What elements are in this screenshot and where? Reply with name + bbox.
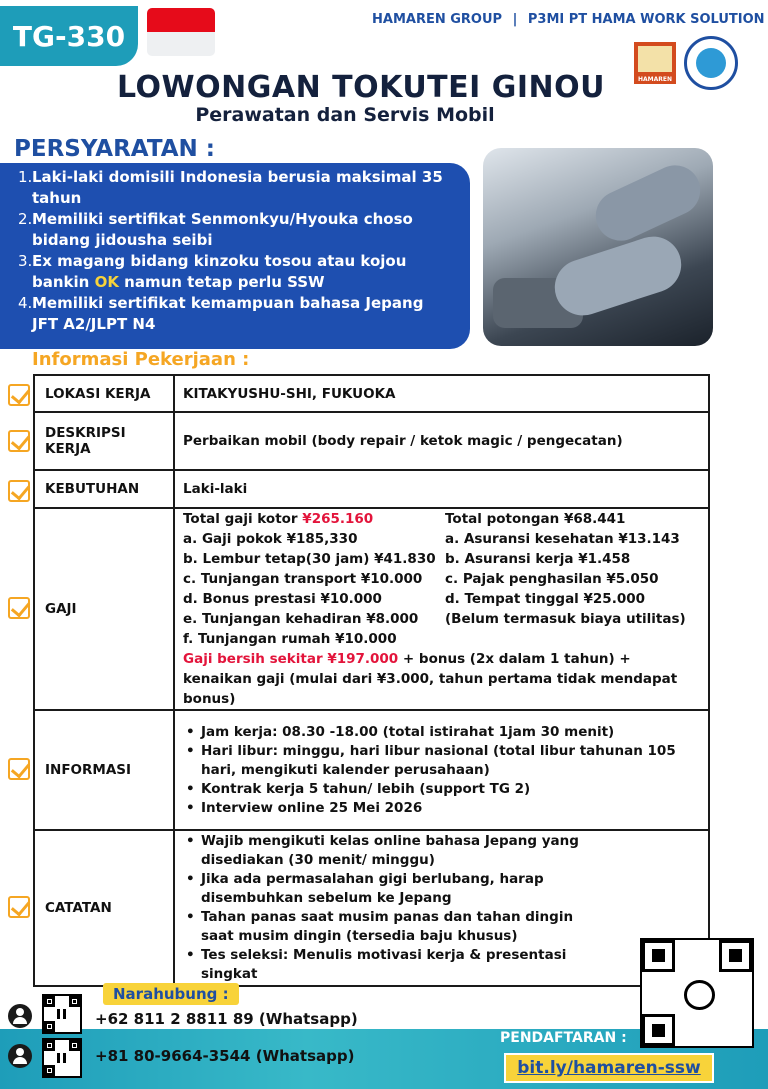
org-right: P3MI PT HAMA WORK SOLUTION [527, 12, 765, 27]
job-info-heading: Informasi Pekerjaan : [32, 349, 250, 370]
requirement-item: 1. Laki-laki domisili Indonesia berusia maksimal 35 tahun [18, 168, 443, 207]
table-row [34, 830, 709, 986]
deduction-item: d. Tempat tinggal ¥25.000 [445, 591, 646, 607]
person-icon [8, 1004, 32, 1028]
info-cell [174, 710, 709, 830]
row-value: Laki-laki [174, 470, 709, 508]
list-item: • Tahan panas saat musim panas dan tahan dingin saat musim dingin (tersedia baju khusus) [183, 908, 588, 946]
contact-label: Narahubung : [103, 983, 239, 1005]
requirement-item: 4. Memiliki sertifikat kemampuan bahasa Jepang JFT A2/JLPT N4 [18, 294, 424, 333]
row-value: KITAKYUSHU-SHI, FUKUOKA [174, 375, 709, 412]
list-item: • Jika ada permasalahan gigi berlubang, harap disembuhkan sebelum ke Jepang [183, 870, 588, 908]
deduction-total: Total potongan ¥68.441 [445, 511, 626, 527]
list-item: • Hari libur: minggu, hari libur nasional (total libur tahunan 105 hari, mengikuti kalender perusahaan) [183, 742, 700, 780]
deduction-item: a. Asuransi kesehatan ¥13.143 [445, 531, 680, 547]
qr-code-icon[interactable] [42, 1038, 82, 1078]
list-item: • Kontrak kerja 5 tahun/ lebih (support TG 2) [183, 780, 700, 799]
deduction-item: (Belum termasuk biaya utilitas) [445, 611, 686, 627]
person-icon [8, 1044, 32, 1068]
checkbox-icon [8, 430, 30, 452]
checkbox-icon [8, 896, 30, 918]
table-row [34, 710, 709, 830]
salary-item: f. Tunjangan rumah ¥10.000 [183, 631, 397, 647]
row-value: Perbaikan mobil (body repair / ketok magic / pengecatan) [174, 412, 709, 470]
row-key: INFORMASI [34, 710, 174, 830]
row-key: DESKRIPSI KERJA [34, 412, 174, 470]
list-item: • Tes seleksi: Menulis motivasi kerja & presentasi singkat [183, 946, 588, 984]
table-row [34, 470, 709, 508]
checkbox-icon [8, 758, 30, 780]
net-salary: Gaji bersih sekitar ¥197.000 + bonus (2x dalam 1 tahun) + kenaikan gaji (mulai dari ¥3.000, tahun pertama tidak mendapat bonus) [183, 651, 678, 707]
salary-item: c. Tunjangan transport ¥10.000 [183, 571, 423, 587]
page-title: LOWONGAN TOKUTEI GINOU [116, 70, 605, 105]
requirement-item: 3. Ex magang bidang kinzoku tosou atau kojou bankin OK namun tetap perlu SSW [18, 252, 407, 291]
deduction-item [445, 629, 700, 649]
requirements-heading: PERSYARATAN : [14, 136, 215, 162]
registration-label: PENDAFTARAN : [500, 1030, 627, 1046]
salary-item: b. Lembur tetap(30 jam) ¥41.830 [183, 551, 436, 567]
salary-item: a. Gaji pokok ¥185,330 [183, 531, 358, 547]
qr-code-icon[interactable] [42, 994, 82, 1034]
list-item: • Interview online 25 Mei 2026 [183, 799, 700, 818]
registration-qr-code-icon[interactable] [640, 938, 754, 1048]
org-left: HAMAREN GROUP [372, 12, 503, 27]
table-row [34, 508, 709, 710]
deduction-item: c. Pajak penghasilan ¥5.050 [445, 571, 659, 587]
contact-phone-2[interactable]: +81 80-9664-3544 (Whatsapp) [95, 1047, 355, 1065]
checkbox-icon [8, 384, 30, 406]
contact-row [8, 1004, 32, 1028]
job-info-table [33, 374, 710, 987]
registration-link[interactable]: bit.ly/hamaren-ssw [504, 1053, 714, 1083]
salary-item: e. Tunjangan kehadiran ¥8.000 [183, 611, 419, 627]
table-row [34, 375, 709, 412]
row-key: GAJI [34, 508, 174, 710]
table-row [34, 412, 709, 470]
organization-line [372, 12, 765, 27]
checkbox-icon [8, 597, 30, 619]
row-key: CATATAN [34, 830, 174, 986]
row-key: LOKASI KERJA [34, 375, 174, 412]
checkbox-icon [8, 480, 30, 502]
requirement-item: 2. Memiliki sertifikat Senmonkyu/Hyouka choso bidang jidousha seibi [18, 210, 413, 249]
deduction-item: b. Asuransi kerja ¥1.458 [445, 551, 631, 567]
list-item: • Wajib mengikuti kelas online bahasa Jepang yang disediakan (30 menit/ minggu) [183, 832, 588, 870]
indonesia-flag-icon [147, 8, 215, 56]
gross-salary: Total gaji kotor ¥265.160 [183, 511, 374, 527]
org-separator: | [512, 12, 518, 27]
requirements-box [0, 163, 470, 349]
page-subtitle: Perawatan dan Servis Mobil [195, 104, 495, 126]
hamaren-logo: HAMAREN [632, 40, 678, 86]
contact-phone-1[interactable]: +62 811 2 8811 89 (Whatsapp) [95, 1010, 358, 1028]
job-code-badge: TG-330 [0, 6, 138, 66]
ok-highlight: OK [94, 273, 119, 291]
row-key: KEBUTUHAN [34, 470, 174, 508]
list-item: • Jam kerja: 08.30 -18.00 (total istirahat 1jam 30 menit) [183, 723, 700, 742]
mechanic-photo [483, 148, 713, 346]
salary-cell [174, 508, 709, 710]
salary-item: d. Bonus prestasi ¥10.000 [183, 591, 382, 607]
requirements-list [18, 167, 452, 335]
contact-row [8, 1044, 32, 1068]
notes-cell [174, 830, 709, 986]
